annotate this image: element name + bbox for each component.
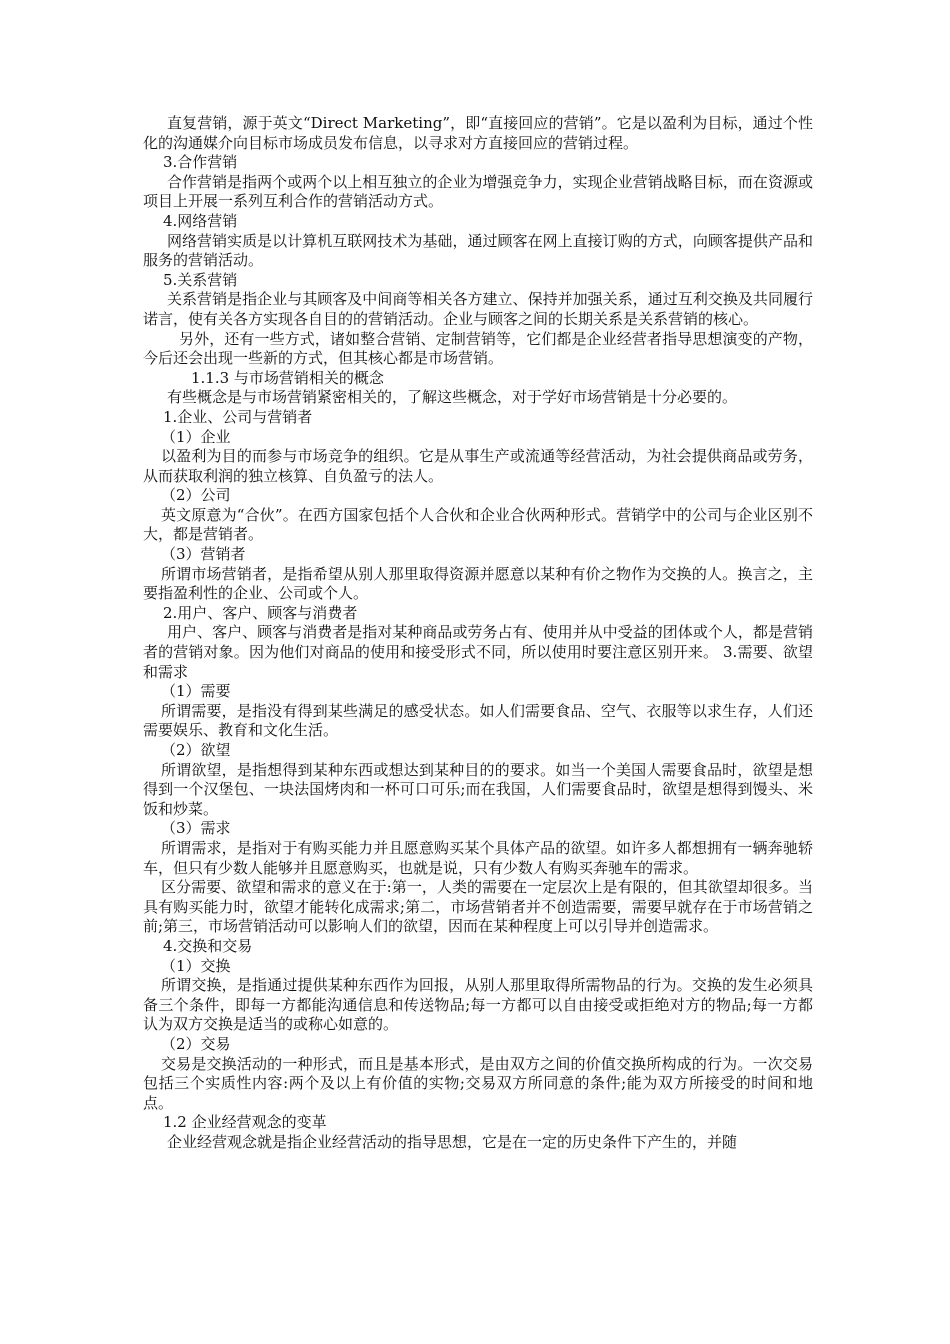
paragraph-marketer: 所谓市场营销者，是指希望从别人那里取得资源并愿意以某种有价之物作为交换的人。换言之，主要指盈利性的企业、公司或个人。	[143, 564, 813, 603]
paragraph-distinction-significance: 区分需要、欲望和需求的意义在于:第一，人类的需要在一定层次上是有限的，但其欲望却很多。当具有购买能力时，欲望才能转化成需求;第二，市场营销者并不创造需要，需要早就存在于市场营销之前;第三，市场营销活动可以影响人们的欲望，因而在某种程度上可以引导并创造需求。	[143, 878, 813, 936]
heading-exchange-transaction: 4.交换和交易	[163, 936, 253, 955]
paragraph-needs: 所谓需要，是指没有得到某些满足的感受状态。如人们需要食品、空气、衣服等以求生存，人们还需要娱乐、教育和文化生活。	[143, 701, 813, 740]
subheading-transaction: （2）交易	[161, 1034, 231, 1053]
section-heading-1-1-3: 1.1.3 与市场营销相关的概念	[191, 368, 384, 387]
subheading-company: （2）公司	[161, 486, 231, 505]
paragraph-users-customers-consumers: 用户、客户、顾客与消费者是指对某种商品或劳务占有、使用并从中受益的团体或个人，都是营销者的营销对象。因为他们对商品的使用和接受形式不同，所以使用时要注意区别开来。 3.需要、欲望和需求	[143, 623, 813, 681]
paragraph-transaction: 交易是交换活动的一种形式，而且是基本形式，是由双方之间的价值交换所构成的行为。一次交易包括三个实质性内容:两个及以上有价值的实物;交易双方所同意的条件;能为双方所接受的时间和地点。	[143, 1054, 813, 1112]
paragraph-enterprise: 以盈利为目的而参与市场竞争的组织。它是从事生产或流通等经营活动，为社会提供商品或劳务，从而获取利润的独立核算、自负盈亏的法人。	[143, 447, 813, 485]
paragraph-network-marketing: 网络营销实质是以计算机互联网技术为基础，通过顾客在网上直接订购的方式，向顾客提供产品和服务的营销活动。	[143, 231, 813, 270]
subheading-marketer: （3）营销者	[161, 545, 246, 564]
subheading-enterprise: （1）企业	[161, 427, 231, 446]
document-body	[143, 114, 813, 1152]
section-heading-1-2: 1.2 企业经营观念的变革	[163, 1113, 327, 1132]
heading-relationship-marketing: 5.关系营销	[163, 270, 238, 289]
paragraph-relationship-marketing: 关系营销是指企业与其顾客及中间商等相关各方建立、保持并加强关系，通过互利交换及共同履行诺言，使有关各方实现各自目的的营销活动。企业与顾客之间的长期关系是关系营销的核心。	[143, 290, 813, 328]
heading-enterprise-company-marketer: 1.企业、公司与营销者	[163, 407, 313, 426]
heading-cooperative-marketing: 3.合作营销	[163, 153, 238, 172]
paragraph-wants: 所谓欲望，是指想得到某种东西或想达到某种目的的要求。如当一个美国人需要食品时，欲望是想得到一个汉堡包、一块法国烤肉和一杯可口可乐;而在我国，人们需要食品时，欲望是想得到馒头、米饭和炒菜。	[143, 760, 813, 818]
paragraph-business-philosophy: 企业经营观念就是指企业经营活动的指导思想，它是在一定的历史条件下产生的，并随	[167, 1132, 738, 1151]
paragraph-demand: 所谓需求，是指对于有购买能力并且愿意购买某个具体产品的欲望。如许多人都想拥有一辆奔驰轿车，但只有少数人能够并且愿意购买，也就是说，只有少数人有购买奔驰车的需求。	[143, 838, 813, 877]
heading-users-customers-consumers: 2.用户、客户、顾客与消费者	[163, 603, 358, 622]
paragraph-other-methods: 另外，还有一些方式，诸如整合营销、定制营销等，它们都是企业经营者指导思想演变的产物，今后还会出现一些新的方式，但其核心都是市场营销。	[143, 329, 813, 368]
paragraph-related-concepts: 有些概念是与市场营销紧密相关的，了解这些概念，对于学好市场营销是十分必要的。	[167, 388, 738, 407]
paragraph-direct-marketing: 直复营销，源于英文“Direct Marketing”，即“直接回应的营销”。它是以盈利为目标，通过个性化的沟通媒介向目标市场成员发布信息，以寻求对方直接回应的营销过程。	[143, 114, 813, 152]
subheading-wants: （2）欲望	[161, 741, 231, 759]
subheading-exchange: （1）交换	[161, 956, 231, 975]
heading-network-marketing: 4.网络营销	[163, 211, 238, 230]
paragraph-exchange: 所谓交换，是指通过提供某种东西作为回报，从别人那里取得所需物品的行为。交换的发生必须具备三个条件，即每一方都能沟通信息和传送物品;每一方都可以自由接受或拒绝对方的物品;每一方都认为双方交换是适当的或称心如意的。	[143, 976, 813, 1034]
paragraph-company: 英文原意为“合伙”。在西方国家包括个人合伙和企业合伙两种形式。营销学中的公司与企业区别不大，都是营销者。	[143, 505, 813, 544]
paragraph-cooperative-marketing: 合作营销是指两个或两个以上相互独立的企业为增强竞争力，实现企业营销战略目标，而在资源或项目上开展一系列互利合作的营销活动方式。	[143, 172, 813, 211]
subheading-demand: （3）需求	[161, 819, 231, 838]
subheading-needs: （1）需要	[161, 682, 231, 701]
